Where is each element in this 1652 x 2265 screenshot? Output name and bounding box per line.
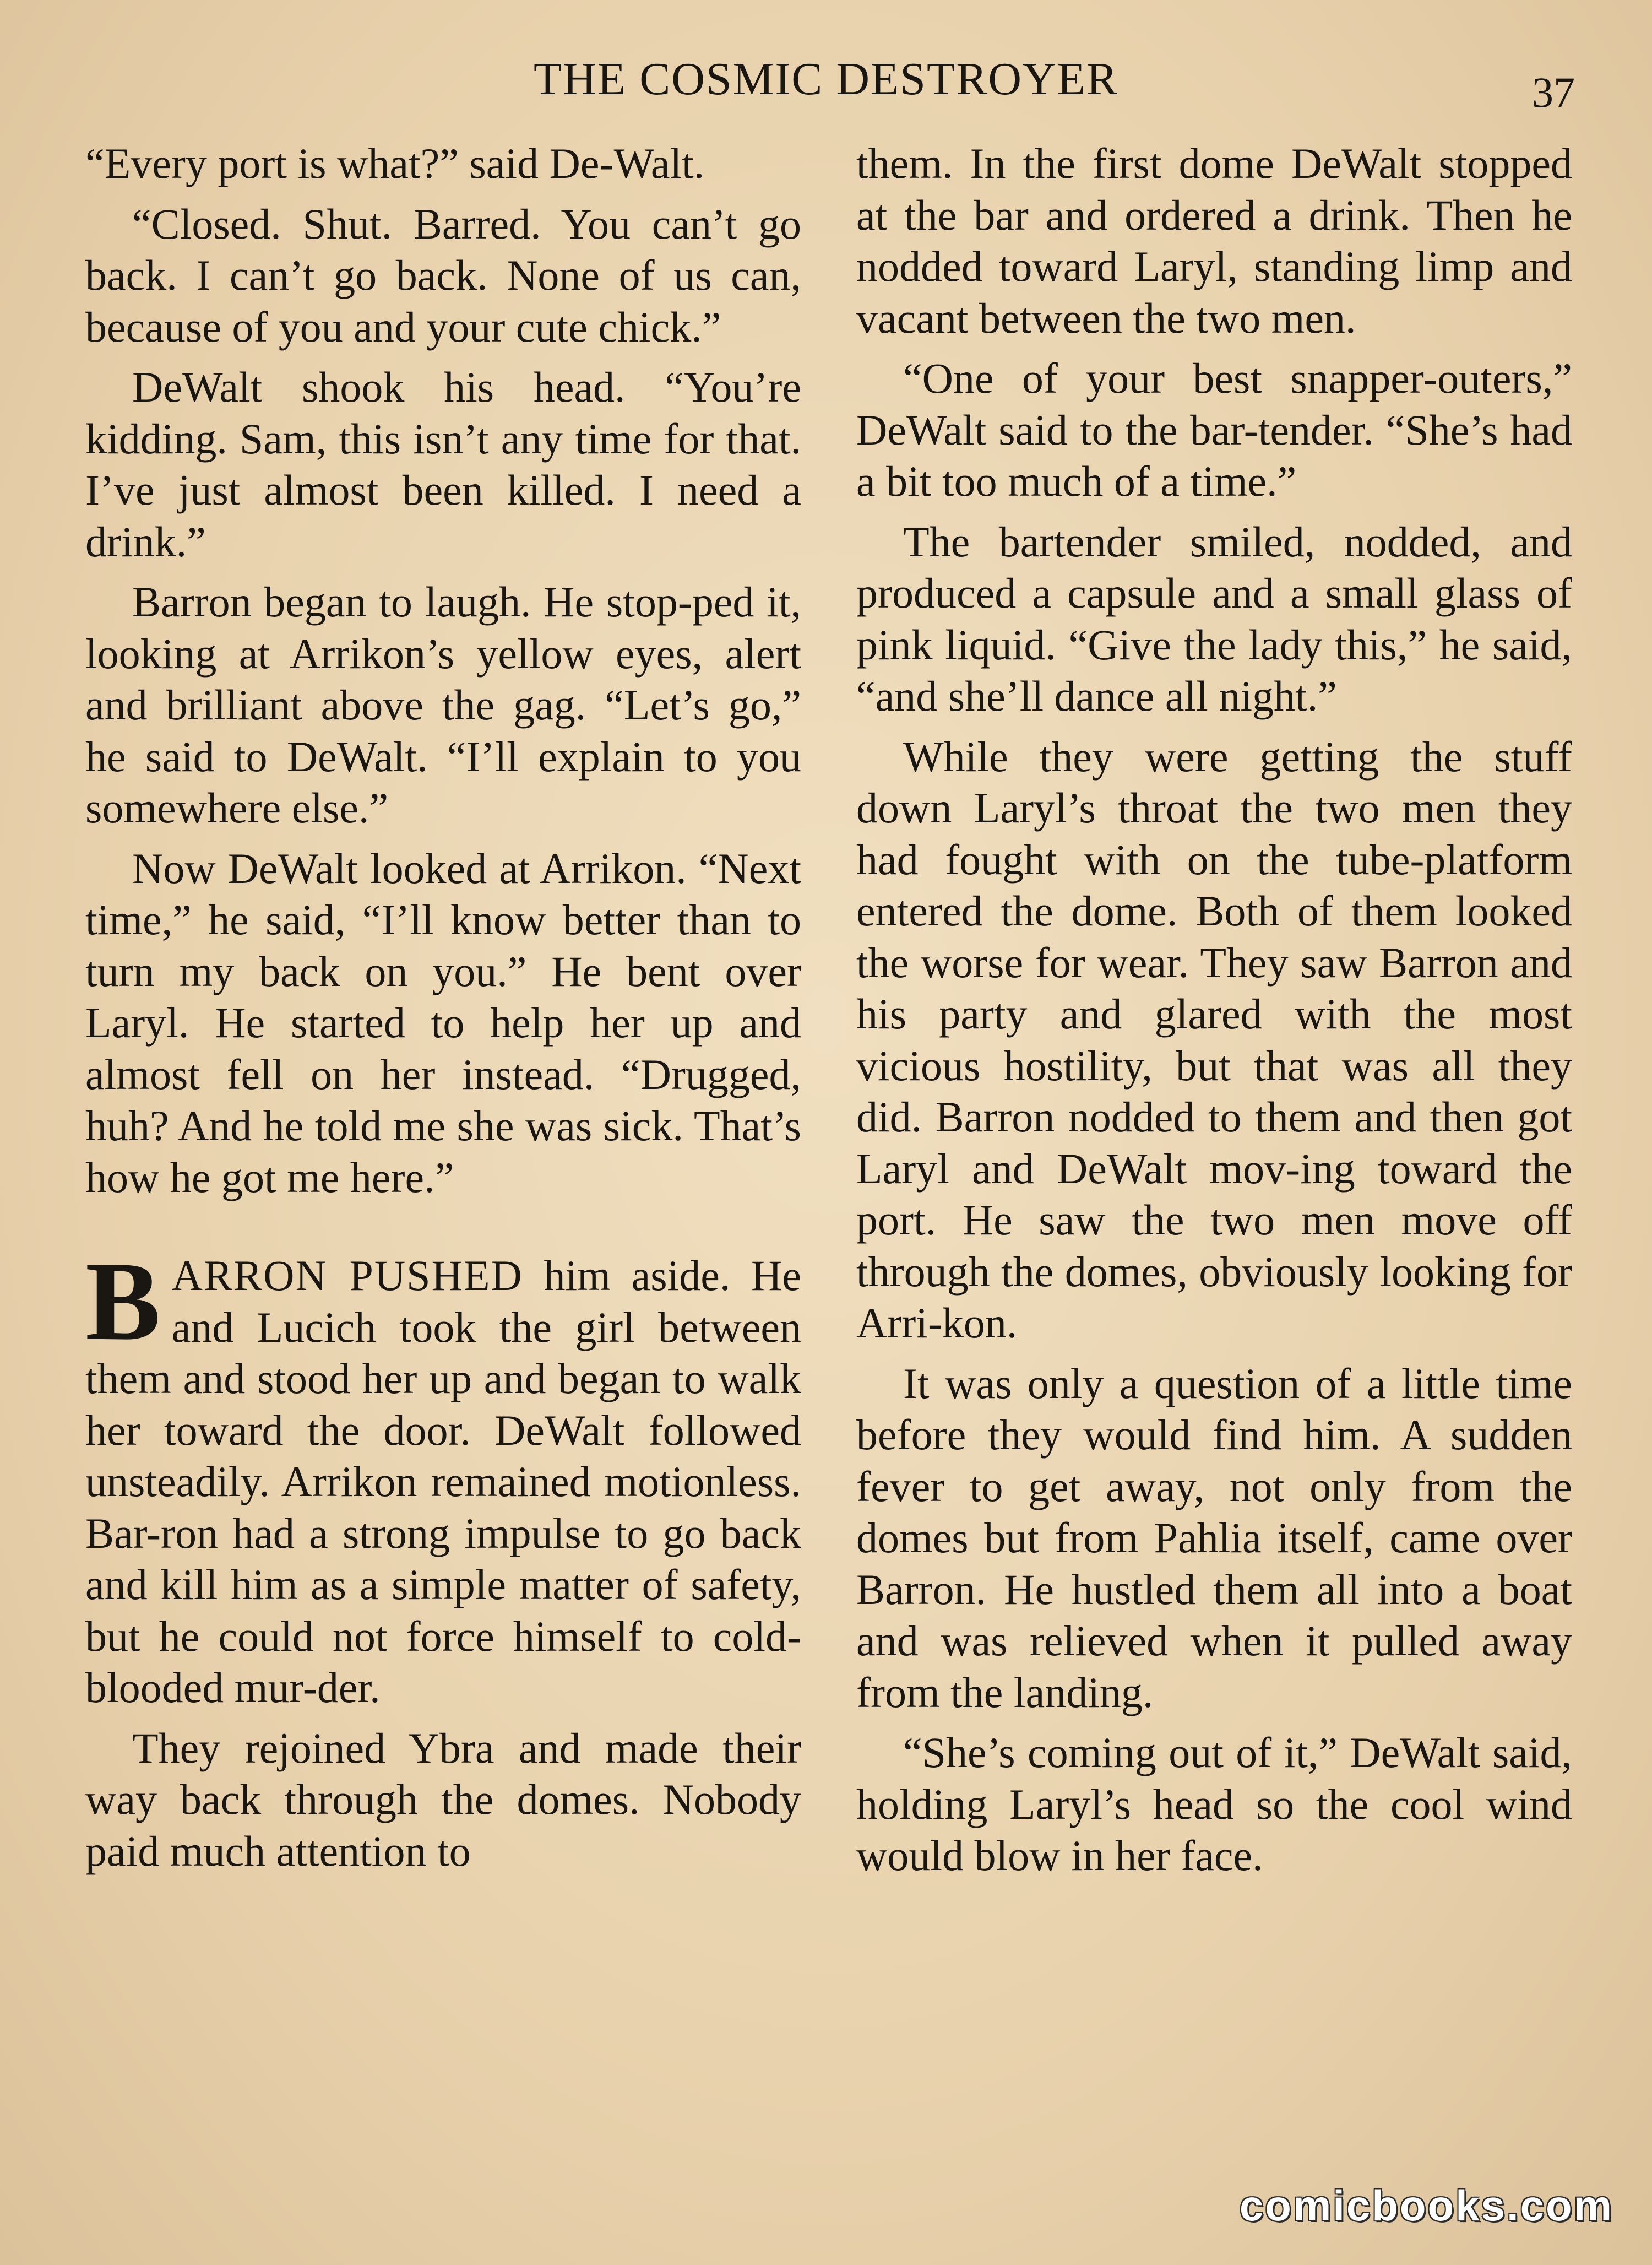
- paragraph: The bartender smiled, nodded, and produced a capsule and a small glass of pink liquid. “Give the lady this,” he said, “and she’ll dance all night.”: [856, 517, 1572, 720]
- paragraph-text: him aside. He and Lucich took the girl between them and stood her up and began to walk her toward the door. DeWalt followed unsteadily. Arrikon remained motionless. Bar-ron had a strong impulse to go back and kill him as a simple matter of safety, but he could not force himself to cold-blooded mur-der.: [85, 1251, 801, 1711]
- page-header: [0, 52, 1652, 116]
- left-column: [85, 138, 801, 1885]
- paragraph: While they were getting the stuff down Laryl’s throat the two men they had fought with on the tube-platform entered the dome. Both of them looked the worse for wear. They saw Barron and his party and glared with the most vicious hostility, but that was all they did. Barron nodded to them and then got Laryl and DeWalt mov-ing toward the port. He saw the two men move off through the domes, obviously looking for Arri-kon.: [856, 732, 1572, 1347]
- paragraph: “One of your best snapper-outers,” DeWalt said to the bar-tender. “She’s had a bit too much of a time.”: [856, 354, 1572, 505]
- paragraph: “She’s coming out of it,” DeWalt said, holding Laryl’s head so the cool wind would blow in her face.: [856, 1728, 1572, 1879]
- section-opening-paragraph: [85, 1239, 801, 1714]
- paragraph: It was only a question of a little time before they would find him. A sudden fever to get away, not only from the domes but from Pahlia itself, came over Barron. He hustled them all into a boat and was relieved when it pulled away from the landing.: [856, 1359, 1572, 1716]
- lead-in-caps: ARRON PUSHED: [171, 1251, 523, 1299]
- paragraph: They rejoined Ybra and made their way back through the domes. Nobody paid much attention to: [85, 1724, 801, 1875]
- paragraph: them. In the first dome DeWalt stopped at the bar and ordered a drink. Then he nodded toward Laryl, standing limp and vacant between the two men.: [856, 139, 1572, 342]
- paragraph: Barron began to laugh. He stop-ped it, looking at Arrikon’s yellow eyes, alert and brilliant above the gag. “Let’s go,” he said to DeWalt. “I’ll explain to you somewhere else.”: [85, 578, 801, 832]
- page-number: 37: [1532, 68, 1575, 116]
- site-watermark: comicbooks.com: [1239, 2181, 1613, 2230]
- paragraph: Now DeWalt looked at Arrikon. “Next time,” he said, “I’ll know better than to turn my back on you.” He bent over Laryl. He started to help her up and almost fell on her instead. “Drugged, huh? And he told me she was sick. That’s how he got me here.”: [85, 844, 801, 1201]
- drop-cap: B: [85, 1239, 161, 1364]
- paragraph: “Closed. Shut. Barred. You can’t go back. I can’t go back. None of us can, because of you and your cute chick.”: [85, 199, 801, 351]
- running-title: THE COSMIC DESTROYER: [533, 53, 1119, 105]
- right-column: [856, 138, 1572, 1890]
- paragraph: DeWalt shook his head. “You’re kidding. Sam, this isn’t any time for that. I’ve just almost been killed. I need a drink.”: [85, 363, 801, 566]
- paragraph: “Every port is what?” said De-Walt.: [85, 139, 705, 187]
